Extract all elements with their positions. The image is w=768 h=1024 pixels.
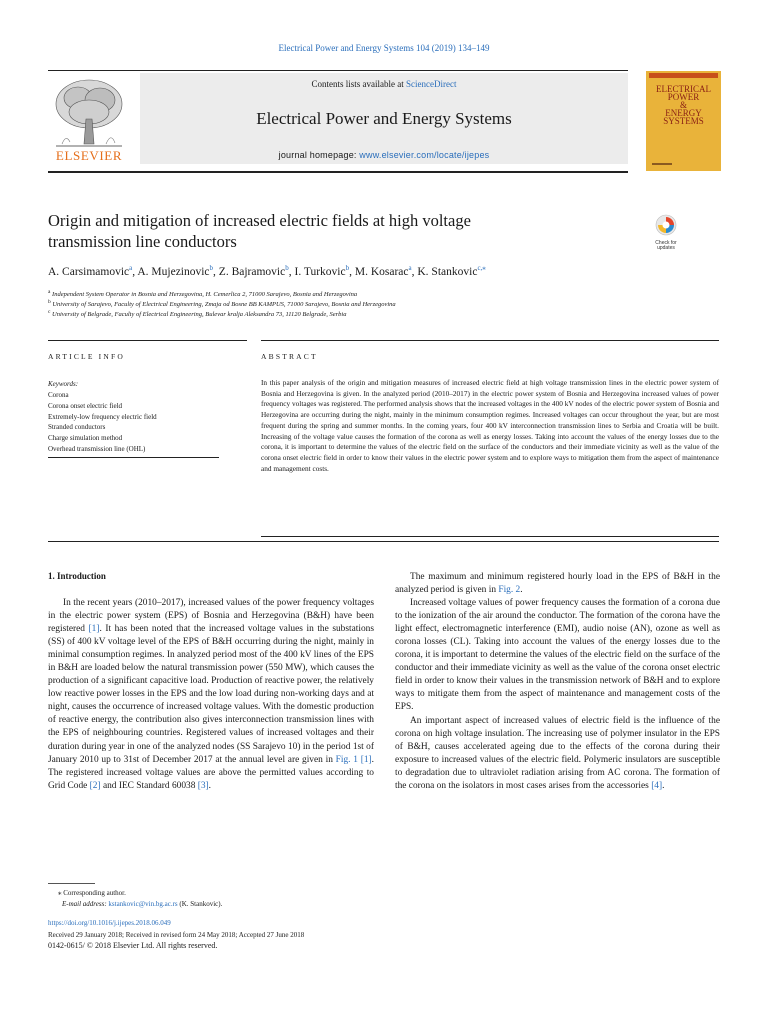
keywords-rule bbox=[48, 457, 219, 458]
body-text: . bbox=[520, 585, 523, 596]
contents-line bbox=[140, 79, 628, 89]
front-matter-rule bbox=[48, 541, 719, 542]
cover-mark bbox=[652, 163, 672, 165]
affiliation-text: University of Belgrade, Faculty of Electrical Engineering, Bulevar kralja Aleksandra 73, 11120 Belgrade, Serbia bbox=[52, 311, 347, 319]
body-column-left bbox=[48, 597, 374, 793]
body-text: . bbox=[662, 780, 665, 791]
email-link[interactable]: kstankovic@vin.bg.ac.rs bbox=[108, 900, 178, 908]
keyword-item: Charge simulation method bbox=[48, 434, 123, 443]
figure-link[interactable]: Fig. 2 bbox=[498, 585, 521, 596]
journal-title: Electrical Power and Energy Systems bbox=[256, 109, 512, 128]
keyword-item: Extremely-low frequency electric field bbox=[48, 412, 157, 421]
journal-homepage bbox=[140, 150, 628, 160]
corresponding-author-note: ⁎ Corresponding author. bbox=[58, 889, 126, 897]
keyword-item: Overhead transmission line (OHL) bbox=[48, 444, 146, 453]
author-separator: , bbox=[213, 265, 219, 278]
doi-link[interactable]: https://doi.org/10.1016/j.ijepes.2018.06.049 bbox=[48, 919, 171, 927]
body-text: . It has been noted that the increased voltage values in the substations (SS) of 400 kV voltage level of the EPS of B&H occurring during the night, mainly in minimal consumption regimes. In analyzed period most of the 400 kV lines of the EPS in B&H are loaded below the natural transmission power (550 MW), which causes the production of a significant capacitive load. Production of reactive power, the relatively low reactive power losses in the EPS and the low load during non-working days and at night, causes the occurrence of increased voltage values. With the domestic production of reactive energy, the contribution also gives interconnection transmission lines with the EPS of neighbouring countries. Registered values of increased voltages and their duration during year in one of the analyzed nodes (SS Sarajevo 10) in the period 1st of January 2010 up to 31st of December 2017 at the annual level are given in bbox=[48, 624, 374, 765]
author-separator: , bbox=[411, 265, 418, 278]
citation-link[interactable]: [4] bbox=[651, 780, 663, 791]
keyword-item: Corona bbox=[48, 391, 69, 399]
footnote-rule bbox=[48, 883, 95, 884]
author-name[interactable]: I. Turkovic bbox=[294, 265, 346, 278]
email-label: E-mail address: bbox=[62, 900, 109, 908]
body-paragraph: Increased voltage values of power frequency causes the formation of a corona due to the ionization of the air around the conductor. The formation of the corona have the light effect, electromagnetic interference (EMI), audio noise (AN), ozone as well as corona losses (CL). Taking into account the values of the energy losses due to the corona, it is important to determine the values of the electric field on the surface of the conductor and their immediate vicinity as well as the value of the corona onset electric field in order to know their values in the transmission network of B&H and to explore ways to mitigate them from the aspect of maintenance and management costs of the EPS. bbox=[395, 598, 720, 713]
cover-line-5: SYSTEMS bbox=[663, 116, 704, 126]
affiliation-marker: c bbox=[48, 309, 51, 315]
body-text: . bbox=[208, 780, 212, 791]
cover-line-2: POWER bbox=[667, 92, 700, 102]
author-affil-marker[interactable]: a bbox=[408, 264, 412, 272]
abstract-heading: ABSTRACT bbox=[261, 352, 318, 361]
body-text: In the recent years (2010–2017), increased values of the power frequency voltages in the electric power system (EPS) of Bosnia and Herzegovina (B&H) have been registered bbox=[48, 598, 374, 635]
citation-link[interactable]: [2] bbox=[89, 780, 101, 791]
body-paragraph bbox=[48, 597, 374, 793]
affiliation-c bbox=[48, 309, 728, 318]
affiliation-text: Independent System Operator in Bosnia and Herzegovina, H. Cemerlica 2, 71000 Sarajevo, Bosnia and Herzegovina bbox=[52, 291, 358, 299]
affiliation-b bbox=[48, 299, 728, 308]
author-name[interactable]: Z. Bajramovic bbox=[218, 265, 286, 278]
cover-top-band bbox=[649, 73, 718, 78]
affiliation-marker: b bbox=[48, 299, 51, 305]
sciencedirect-link[interactable]: ScienceDirect bbox=[406, 79, 457, 89]
author-name[interactable]: A. Carsimamovic bbox=[48, 265, 130, 278]
figure-link[interactable]: Fig. 1 bbox=[335, 754, 358, 765]
abstract-rule-bottom bbox=[261, 536, 719, 537]
author-separator: , bbox=[288, 265, 295, 278]
article-title-line-1: Origin and mitigation of increased electric fields at high voltage bbox=[48, 211, 471, 230]
check-updates-label-2: updates bbox=[657, 245, 675, 251]
header-top-rule bbox=[48, 70, 628, 71]
contents-prefix: Contents lists available at bbox=[311, 79, 406, 89]
journal-reference[interactable]: Electrical Power and Energy Systems 104 (2019) 134–149 bbox=[278, 43, 490, 53]
copyright-line: 0142-0615/ © 2018 Elsevier Ltd. All rights reserved. bbox=[48, 941, 218, 950]
article-info-heading: ARTICLE INFO bbox=[48, 352, 125, 361]
body-text: An important aspect of increased values of electric field is the influence of the corona on high voltage insulation. The increasing use of polymer insulator in the EPS of B&H, causes accelerated ageing due to the effects of the corona during their exposure to increased values of the electric field. Polymeric insulators are susceptible to degradation due to ultraviolet radiation arising from AC corona. The formation of the corona on the isolators in most cases arises from the accessories bbox=[395, 715, 720, 791]
body-text: . The registered increased voltage values are above the permitted values according to Grid Code bbox=[48, 754, 374, 791]
elsevier-wordmark: ELSEVIER bbox=[55, 148, 123, 163]
article-title bbox=[48, 210, 608, 252]
journal-cover-image[interactable] bbox=[646, 71, 721, 171]
check-updates-label-1: Check for bbox=[655, 240, 677, 246]
cover-title bbox=[648, 85, 719, 125]
body-text: The maximum and minimum registered hourly load in the EPS of B&H in the analyzed period is given in bbox=[395, 572, 720, 596]
body-text: and IEC Standard 60038 bbox=[100, 780, 198, 791]
homepage-link[interactable]: www.elsevier.com/locate/ijepes bbox=[359, 150, 490, 160]
abstract-text: In this paper analysis of the origin and mitigation measures of increased electric field at high voltage transmission lines in the electric power system of Bosnia and Herzegovina is given. In the analyzed period (2010–2017) in the electric power system of Bosnia and Herzegovina increased values of power frequency voltages was registered. The performed analysis shows that the increased voltages in the 400 kV nodes of the electric power system of Bosnia and Herzegovina are occurring during the night, mainly in the minimum consumption regimes. Increased voltages can occur throughout the year, but are most frequent during the spring and summer months. In the coming years, four 400 kV interconnection transmission lines to Serbia and Croatia will be built. Increasing of the voltage value causes the formation of the corona as well as energy losses. Taking into account the values of the energy losses due to the corona, it is important to determine the values of the electric field on the surface of the conductors and their immediate vicinity as well as the value of the corona onset electric field in order to know their values in the electric power system and to explore ways to mitigation them from the aspect of maintenance and management costs. bbox=[261, 378, 719, 473]
article-info-rule bbox=[48, 340, 247, 341]
header-bottom-rule bbox=[48, 171, 628, 173]
author-affil-marker[interactable]: a bbox=[129, 264, 133, 272]
citation-link[interactable]: [3] bbox=[197, 780, 209, 791]
author-list bbox=[48, 264, 728, 278]
author-name[interactable]: M. Kosarac bbox=[354, 265, 409, 278]
body-paragraph bbox=[395, 715, 720, 793]
check-updates-icon bbox=[655, 214, 677, 236]
cover-line-4: ENERGY bbox=[665, 108, 702, 118]
keywords-list bbox=[48, 390, 247, 455]
author-name[interactable]: K. Stankovic bbox=[417, 265, 478, 278]
body-column-right bbox=[395, 571, 720, 793]
author-affil-marker[interactable]: b bbox=[345, 264, 350, 272]
body-paragraph bbox=[395, 571, 720, 597]
keywords-title: Keywords: bbox=[48, 380, 79, 388]
homepage-prefix: journal homepage: bbox=[278, 150, 360, 160]
affiliation-a bbox=[48, 289, 728, 298]
abstract-rule-top bbox=[261, 340, 719, 341]
keyword-item: Corona onset electric field bbox=[48, 401, 123, 410]
author-affil-marker[interactable]: b bbox=[285, 264, 289, 272]
check-for-updates-button[interactable] bbox=[652, 214, 680, 251]
author-separator: , bbox=[132, 265, 138, 278]
cover-line-1: ELECTRICAL bbox=[656, 84, 711, 94]
author-affil-marker[interactable]: c,⁎ bbox=[477, 264, 486, 272]
received-dates: Received 29 January 2018; Received in revised form 24 May 2018; Accepted 27 June 2018 bbox=[48, 931, 305, 939]
author-separator: , bbox=[349, 265, 355, 278]
affiliation-text: University of Sarajevo, Faculty of Electrical Engineering, Zmaja od Bosne BB KAMPUS, 71000 Sarajevo, Bosnia and Herzegovina bbox=[52, 301, 396, 309]
citation-link[interactable]: [1] bbox=[88, 624, 100, 635]
affiliation-marker: a bbox=[48, 289, 51, 295]
keyword-item: Stranded conductors bbox=[48, 423, 106, 432]
section-heading-introduction: 1. Introduction bbox=[48, 571, 106, 581]
email-suffix: (K. Stankovic). bbox=[177, 900, 223, 908]
article-title-line-2: transmission line conductors bbox=[48, 232, 237, 251]
author-affil-marker[interactable]: b bbox=[209, 264, 214, 272]
author-name[interactable]: A. Mujezinovic bbox=[137, 265, 210, 278]
citation-link[interactable]: [1] bbox=[360, 754, 372, 765]
cover-line-3: & bbox=[679, 100, 687, 110]
email-note bbox=[62, 900, 222, 908]
